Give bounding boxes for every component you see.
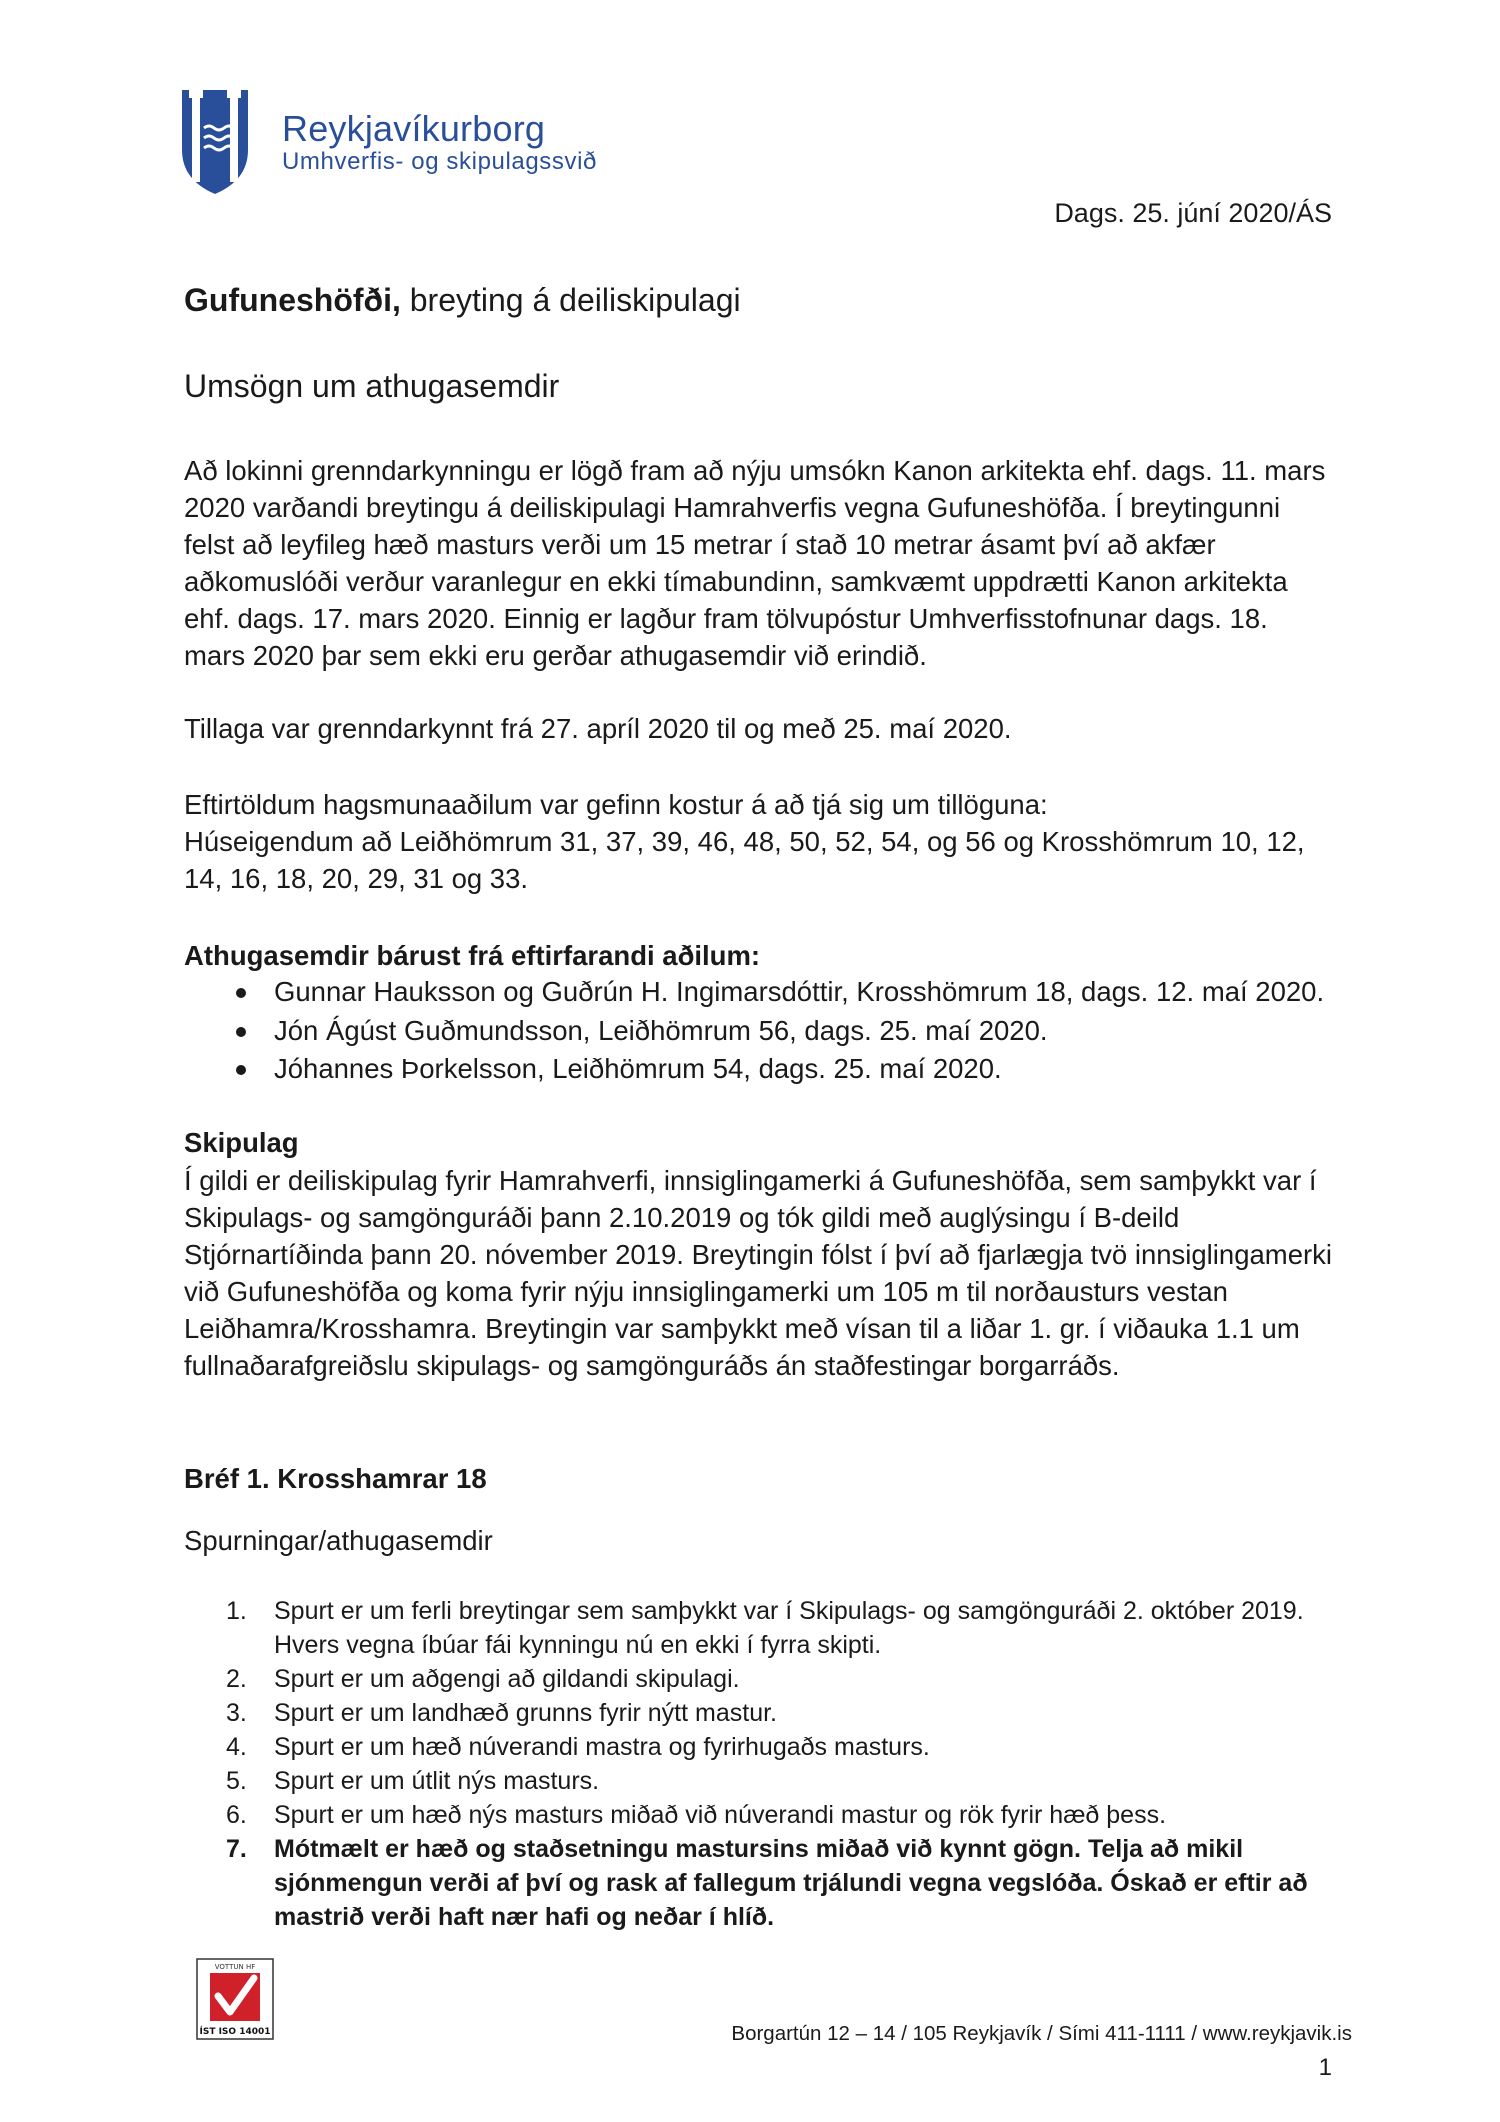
intro-paragraph: Að lokinni grenndarkynningu er lögð fram að nýju umsókn Kanon arkitekta ehf. dags. 11. mars 2020 varðandi breytingu á deiliskipulagi Hamrahverfis vegna Gufuneshöfða. Í breytingunni felst að leyfileg hæð masturs verði um 15 metrar í stað 10 metrar ásamt því að akfær aðkomuslóði verður varanlegur en ekki tímabundinn, samkvæmt uppdrætti Kanon arkitekta ehf. dags. 17. mars 2020. Einnig er lagður fram tölvupóstur Umhverfisstofnunar dags. 18. mars 2020 þar sem ekki eru gerðar athugasemdir við erindið. xyxy=(184,455,1326,671)
questions-list xyxy=(184,1594,1344,1934)
bullet-icon xyxy=(236,1065,246,1075)
document-title xyxy=(184,280,1334,320)
consultation-period: Tillaga var grenndarkynnt frá 27. apríl 2020 til og með 25. maí 2020. xyxy=(184,713,1012,744)
list-item: 6. Spurt er um hæð nýs masturs miðað við núverandi mastur og rök fyrir hæð þess. xyxy=(226,1801,1167,1829)
list-item: 3. Spurt er um landhæð grunns fyrir nýtt mastur. xyxy=(226,1699,777,1727)
list-item: 1. Spurt er um ferli breytingar sem samþykkt var í Skipulags- og samgönguráði 2. október 2019. Hvers vegna íbúar fái kynningu nú en ekki í fyrra skipti. xyxy=(226,1597,1304,1659)
list-item: Jóhannes Þorkelsson, Leiðhömrum 54, dags. 25. maí 2020. xyxy=(184,1050,1334,1089)
document-subtitle: Umsögn um athugasemdir xyxy=(184,368,560,404)
document-date: Dags. 25. júní 2020/ÁS xyxy=(1054,198,1332,228)
bullet-icon xyxy=(236,988,246,998)
title-bold: Gufuneshöfði, xyxy=(184,282,401,318)
questions-heading: Spurningar/athugasemdir xyxy=(184,1525,493,1556)
stakeholders-intro: Eftirtöldum hagsmunaaðilum var gefinn kostur á að tjá sig um tillöguna: xyxy=(184,789,1048,820)
reykjavik-coat-of-arms-logo xyxy=(180,88,250,196)
list-item: 7. Mótmælt er hæð og staðsetningu mastursins miðað við kynnt gögn. Telja að mikil sjónmengun verði af því og rask af fallegum trjálundi vegna vegslóða. Óskað er eftir að mastrið verði haft nær hafi og neðar í hlíð. xyxy=(226,1835,1308,1931)
title-rest: breyting á deiliskipulagi xyxy=(400,282,741,318)
stakeholders-list: Húseigendum að Leiðhömrum 31, 37, 39, 46, 48, 50, 52, 54, og 56 og Krosshömrum 10, 12, 14, 16, 18, 20, 29, 31 og 33. xyxy=(184,826,1305,894)
stakeholders-paragraph xyxy=(184,786,1334,897)
org-name: Reykjavíkurborg xyxy=(282,108,546,149)
plan-paragraph: Í gildi er deiliskipulag fyrir Hamrahverfi, innsiglingamerki á Gufuneshöfða, sem samþykkt var í Skipulags- og samgönguráði þann 2.10.2019 og tók gildi með auglýsingu í B-deild Stjórnartíðinda þann 20. nóvember 2019. Breytingin fólst í því að fjarlægja tvö innsiglingamerki við Gufuneshöfða og koma fyrir nýju innsiglingamerki um 105 m til norðausturs vestan Leiðhamra/Krosshamra. Breytingin var samþykkt með vísan til a liðar 1. gr. í viðauka 1.1 um fullnaðarafgreiðslu skipulags- og samgönguráðs án staðfestingar borgarráðs. xyxy=(184,1165,1333,1381)
iso-label: ÍST ISO 14001 xyxy=(199,2027,271,2037)
list-item: 5. Spurt er um útlit nýs masturs. xyxy=(226,1767,600,1795)
vottun-label: VOTTUN HF xyxy=(214,1963,256,1971)
org-department: Umhverfis- og skipulagssvið xyxy=(282,148,597,175)
list-item: Jón Ágúst Guðmundsson, Leiðhömrum 56, dags. 25. maí 2020. xyxy=(184,1012,1334,1051)
commenters-list xyxy=(184,973,1334,1089)
page-number: 1 xyxy=(1318,2054,1332,2081)
letter-heading: Bréf 1. Krosshamrar 18 xyxy=(184,1463,487,1494)
plan-heading: Skipulag xyxy=(184,1127,299,1158)
comments-heading: Athugasemdir bárust frá eftirfarandi aðilum: xyxy=(184,940,761,971)
list-item: 4. Spurt er um hæð núverandi mastra og fyrirhugaðs masturs. xyxy=(226,1733,930,1761)
list-item: Gunnar Hauksson og Guðrún H. Ingimarsdóttir, Krosshömrum 18, dags. 12. maí 2020. xyxy=(184,973,1334,1012)
bullet-icon xyxy=(236,1027,246,1037)
footer-address: Borgartún 12 – 14 / 105 Reykjavík / Sími 411-1111 / www.reykjavik.is xyxy=(731,2022,1352,2045)
iso-certification-logo xyxy=(196,1958,274,2040)
list-item: 2. Spurt er um aðgengi að gildandi skipulagi. xyxy=(226,1665,740,1693)
